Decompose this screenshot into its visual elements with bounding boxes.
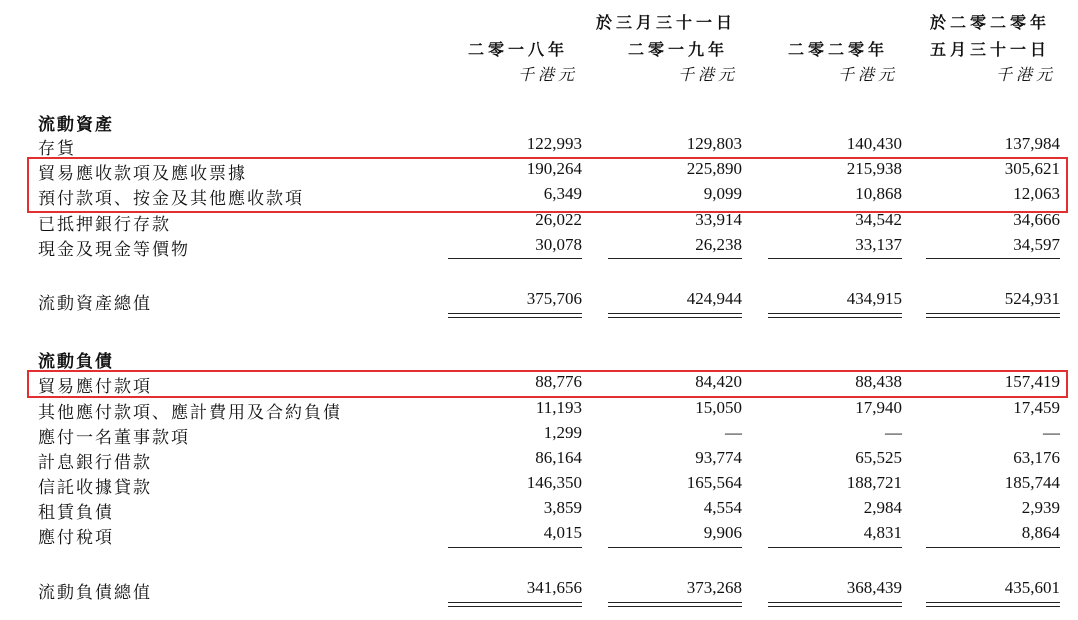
cell-value: 17,940: [855, 398, 902, 417]
total-double-rule: [768, 602, 902, 607]
subtotal-rule: [768, 547, 902, 548]
cell-value: 93,774: [695, 448, 742, 467]
cell-value: 30,078: [535, 235, 582, 254]
header-last-col-line2: 五月三十一日: [930, 40, 1051, 59]
header-year-2019: 二零一九年: [628, 40, 729, 59]
total-value: 524,931: [1004, 289, 1060, 308]
cell-value: —: [1043, 423, 1060, 442]
header-last-col-line1: 於二零二零年: [930, 13, 1051, 32]
row-label: 已抵押銀行存款: [38, 215, 171, 235]
cell-value: 10,868: [855, 184, 902, 203]
unit-label: 千港元: [678, 65, 739, 84]
row-label: 應付一名董事款項: [38, 428, 190, 448]
cell-value: 34,666: [1013, 210, 1060, 229]
total-value: 373,268: [686, 578, 742, 597]
subtotal-rule: [926, 547, 1060, 548]
cell-value: 2,939: [1021, 498, 1060, 517]
cell-value: 11,193: [535, 398, 582, 417]
total-label-current-assets: 流動資產總值: [38, 294, 152, 314]
section-title-current-assets: 流動資產: [38, 115, 114, 135]
total-value: 435,601: [1004, 578, 1060, 597]
cell-value: 146,350: [526, 473, 582, 492]
unit-label: 千港元: [996, 65, 1057, 84]
cell-value: 140,430: [846, 134, 902, 153]
cell-value: 33,137: [855, 235, 902, 254]
cell-value: 63,176: [1013, 448, 1060, 467]
cell-value: 157,419: [1004, 372, 1060, 391]
cell-value: 165,564: [686, 473, 742, 492]
cell-value: 26,022: [535, 210, 582, 229]
subtotal-rule: [448, 547, 582, 548]
cell-value: 88,438: [855, 372, 902, 391]
cell-value: 4,831: [863, 523, 902, 542]
cell-value: 15,050: [695, 398, 742, 417]
unit-label: 千港元: [518, 65, 579, 84]
total-value: 424,944: [686, 289, 742, 308]
section-title-current-liabilities: 流動負債: [38, 352, 114, 372]
cell-value: 12,063: [1013, 184, 1060, 203]
cell-value: 2,984: [863, 498, 902, 517]
cell-value: 26,238: [695, 235, 742, 254]
row-label: 存貨: [38, 139, 76, 159]
total-double-rule: [448, 313, 582, 318]
cell-value: 1,299: [543, 423, 582, 442]
row-label: 預付款項、按金及其他應收款項: [38, 189, 304, 209]
cell-value: 6,349: [543, 184, 582, 203]
cell-value: 3,859: [543, 498, 582, 517]
cell-value: 190,264: [526, 159, 582, 178]
cell-value: 4,015: [543, 523, 582, 542]
cell-value: 122,993: [526, 134, 582, 153]
total-value: 434,915: [846, 289, 902, 308]
cell-value: 86,164: [535, 448, 582, 467]
row-label: 現金及現金等價物: [38, 240, 190, 260]
cell-value: 8,864: [1021, 523, 1060, 542]
cell-value: 188,721: [846, 473, 902, 492]
row-label: 信託收據貸款: [38, 478, 152, 498]
total-value: 341,656: [526, 578, 582, 597]
header-group-label: 於三月三十一日: [596, 13, 737, 32]
subtotal-rule: [448, 258, 582, 259]
header-year-2018: 二零一八年: [468, 40, 569, 59]
cell-value: 33,914: [695, 210, 742, 229]
cell-value: 9,906: [703, 523, 742, 542]
highlight-box-receivables: [27, 157, 1068, 213]
subtotal-rule: [926, 258, 1060, 259]
cell-value: 137,984: [1004, 134, 1060, 153]
cell-value: 4,554: [703, 498, 742, 517]
total-value: 375,706: [526, 289, 582, 308]
cell-value: 65,525: [855, 448, 902, 467]
total-value: 368,439: [846, 578, 902, 597]
cell-value: —: [885, 423, 902, 442]
cell-value: 225,890: [686, 159, 742, 178]
total-double-rule: [608, 313, 742, 318]
cell-value: 88,776: [535, 372, 582, 391]
total-double-rule: [608, 602, 742, 607]
cell-value: 185,744: [1004, 473, 1060, 492]
cell-value: 305,621: [1004, 159, 1060, 178]
subtotal-rule: [768, 258, 902, 259]
cell-value: 34,542: [855, 210, 902, 229]
highlight-box-trade-payables: [27, 370, 1068, 398]
row-label: 貿易應付款項: [38, 377, 152, 397]
row-label: 計息銀行借款: [38, 453, 152, 473]
row-label: 其他應付款項、應計費用及合約負債: [38, 403, 342, 423]
total-double-rule: [926, 313, 1060, 318]
cell-value: 129,803: [686, 134, 742, 153]
subtotal-rule: [608, 547, 742, 548]
cell-value: —: [725, 423, 742, 442]
cell-value: 84,420: [695, 372, 742, 391]
total-double-rule: [448, 602, 582, 607]
row-label: 貿易應收款項及應收票據: [38, 164, 247, 184]
unit-label: 千港元: [838, 65, 899, 84]
cell-value: 17,459: [1013, 398, 1060, 417]
row-label: 應付稅項: [38, 528, 114, 548]
cell-value: 215,938: [846, 159, 902, 178]
cell-value: 9,099: [703, 184, 742, 203]
header-year-2020: 二零二零年: [788, 40, 889, 59]
total-double-rule: [768, 313, 902, 318]
total-label-current-liabilities: 流動負債總值: [38, 583, 152, 603]
total-double-rule: [926, 602, 1060, 607]
cell-value: 34,597: [1013, 235, 1060, 254]
row-label: 租賃負債: [38, 503, 114, 523]
subtotal-rule: [608, 258, 742, 259]
